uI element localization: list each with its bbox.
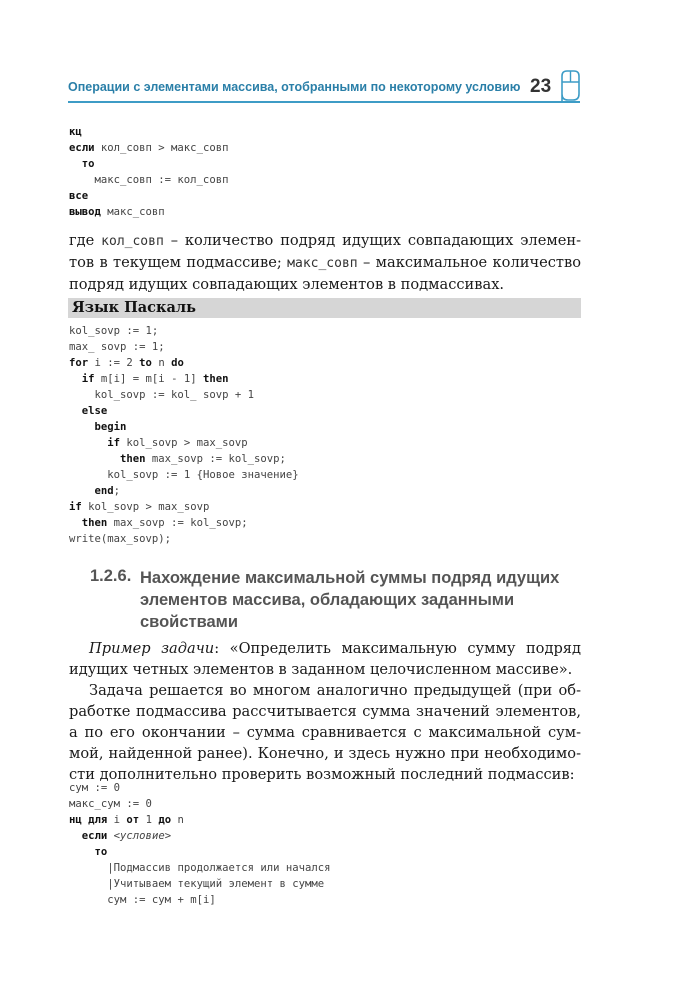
code-text: сум := сум + m[i] <box>107 894 216 906</box>
code-line <box>69 323 299 339</box>
code-text: 1 <box>139 814 159 826</box>
code-text: макс_сум := 0 <box>69 798 152 810</box>
code-keyword: вывод <box>69 206 101 218</box>
code-indent <box>69 421 95 433</box>
paragraph-definitions <box>69 230 581 295</box>
code-line <box>69 371 299 387</box>
code-keyword: if <box>107 437 121 449</box>
code-line <box>69 435 299 451</box>
code-keyword: если <box>69 142 95 154</box>
section-number: 1.2.6. <box>90 567 132 585</box>
code-keyword: if <box>69 501 82 513</box>
section-title: Нахождение максимальной суммы подряд идущих элементов массива, обладающих заданными свойствами <box>140 569 560 631</box>
code-keyword: then <box>202 373 229 385</box>
code-placeholder: <условие> <box>113 830 172 842</box>
code-line <box>69 451 299 467</box>
running-header <box>68 70 588 106</box>
para-text: – максимальное количество подряд идущих совпадающих элементов в подмассивах. <box>69 254 581 293</box>
code-text: m[i] = m[i - 1] <box>94 373 203 385</box>
code-line <box>69 419 299 435</box>
code-text: ; <box>113 485 121 497</box>
code-line <box>69 204 228 220</box>
code-keyword: end <box>94 485 114 497</box>
code-keyword: if <box>81 373 95 385</box>
code-text: |Учитываем текущий элемент в сумме <box>107 878 325 890</box>
code-text: |Подмассив продолжается или начался <box>107 862 331 874</box>
code-line <box>69 876 331 892</box>
code-line <box>69 812 331 828</box>
code-text: max_ sovp := 1; <box>69 341 165 353</box>
code-keyword: все <box>69 190 89 202</box>
code-line <box>69 531 299 547</box>
running-header-title: Операции с элементами массива, отобранными по некоторому условию <box>68 80 521 94</box>
code-keyword: else <box>81 405 108 417</box>
code-indent <box>69 894 107 906</box>
code-indent <box>69 405 82 417</box>
code-line <box>69 499 299 515</box>
code-keyword: then <box>120 453 146 465</box>
paragraph-example-task <box>69 638 581 680</box>
code-line <box>69 387 299 403</box>
inline-code: кол_совп <box>101 234 164 249</box>
code-indent <box>69 830 82 842</box>
code-keyword: до <box>158 814 172 826</box>
code-keyword: to <box>139 357 152 369</box>
code-indent <box>69 517 82 529</box>
code-text: kol_sovp > max_sovp <box>81 501 210 513</box>
code-indent <box>69 389 95 401</box>
code-block-algorithmic-2 <box>69 780 331 908</box>
code-text: сум := 0 <box>69 782 121 794</box>
code-line <box>69 188 228 204</box>
code-text: max_sovp := kol_sovp; <box>107 517 248 529</box>
code-indent <box>69 469 107 481</box>
code-keyword: то <box>94 846 108 858</box>
code-indent <box>69 373 82 385</box>
code-indent <box>69 485 95 497</box>
code-line <box>69 844 331 860</box>
code-line <box>69 124 228 140</box>
code-keyword: если <box>81 830 108 842</box>
code-indent <box>69 437 107 449</box>
code-keyword: то <box>69 158 95 170</box>
code-line <box>69 156 228 172</box>
code-line <box>69 828 331 844</box>
example-label: Пример задачи <box>89 640 215 657</box>
code-indent <box>69 878 107 890</box>
code-keyword: от <box>126 814 140 826</box>
code-text: макс_совп := кол_совп <box>69 174 229 186</box>
code-text: kol_sovp > max_sovp <box>120 437 248 449</box>
code-line <box>69 483 299 499</box>
language-header-bar <box>68 298 581 318</box>
code-keyword: for <box>69 357 89 369</box>
code-keyword: then <box>81 517 108 529</box>
language-header-title: Язык Паскаль <box>72 299 196 316</box>
inline-code: макс_совп <box>287 256 358 271</box>
code-line <box>69 172 228 188</box>
code-line <box>69 467 299 483</box>
code-line <box>69 796 331 812</box>
code-text: i := 2 <box>88 357 140 369</box>
para-text: : «Определить максимальную сумму подряд идущих четных элементов в заданном целочисленном массиве». <box>69 640 581 678</box>
code-line <box>69 140 228 156</box>
page-number: 23 <box>530 76 552 97</box>
paragraph-explanation: Задача решается во многом аналогично предыдущей (при обработке подмассива рассчитывается сумма значений элементов, а по его окончании – сумма сравнивается с максимальной суммой, найденной ранее). Конечно, и здесь нужно при необходимости дополнительно проверить возможный последний подмассив: <box>69 682 581 783</box>
computer-mouse-icon <box>560 70 582 106</box>
para-text: где <box>69 232 102 249</box>
code-text: n <box>171 814 184 826</box>
code-line <box>69 860 331 876</box>
code-line <box>69 355 299 371</box>
code-keyword: do <box>171 357 184 369</box>
code-text: макс_совп <box>100 206 165 218</box>
code-text: kol_sovp := 1; <box>69 325 159 337</box>
code-line <box>69 515 299 531</box>
code-block-algorithmic-1 <box>69 124 228 220</box>
code-keyword: нц для <box>69 814 108 826</box>
header-rule <box>68 101 580 103</box>
code-keyword: begin <box>94 421 127 433</box>
code-block-pascal <box>69 323 299 547</box>
code-indent <box>69 453 120 465</box>
code-line <box>69 403 299 419</box>
code-text: i <box>107 814 127 826</box>
code-text: kol_sovp := kol_ sovp + 1 <box>94 389 254 401</box>
code-line <box>69 339 299 355</box>
code-line <box>69 892 331 908</box>
code-text: write(max_sovp); <box>69 533 172 545</box>
code-keyword: кц <box>69 126 82 138</box>
code-indent <box>69 846 95 858</box>
code-text: n <box>151 357 172 369</box>
code-text: kol_sovp := 1 {Новое значение} <box>107 469 299 481</box>
para-text: – количество подряд идущих совпадающих элементов в текущем подмассиве; <box>69 232 581 271</box>
code-text: max_sovp := kol_sovp; <box>145 453 286 465</box>
code-line <box>69 780 331 796</box>
code-indent <box>69 862 107 874</box>
code-text: кол_совп > макс_совп <box>94 142 229 154</box>
